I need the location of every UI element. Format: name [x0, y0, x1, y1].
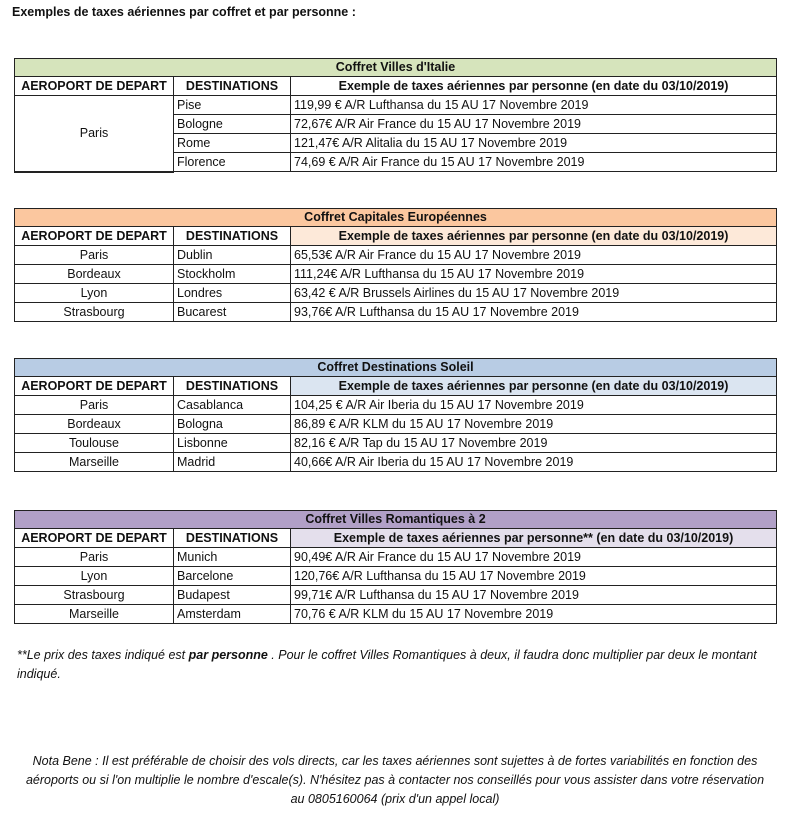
- departure-cell: Marseille: [15, 453, 174, 472]
- header-departure: AEROPORT DE DEPART: [15, 227, 174, 246]
- tax-cell: 93,76€ A/R Lufthansa du 15 AU 17 Novembre 2019: [291, 303, 777, 322]
- footnote-emphasis: par personne: [188, 648, 268, 662]
- destination-cell: Florence: [174, 153, 291, 172]
- destination-cell: Budapest: [174, 586, 291, 605]
- departure-cell: Strasbourg: [15, 303, 174, 322]
- tax-cell: 90,49€ A/R Air France du 15 AU 17 Novembre 2019: [291, 548, 777, 567]
- tax-cell: 121,47€ A/R Alitalia du 15 AU 17 Novembre 2019: [291, 134, 777, 153]
- table-capitales-europeennes: [14, 208, 776, 322]
- destination-cell: Pise: [174, 96, 291, 115]
- destination-cell: Casablanca: [174, 396, 291, 415]
- header-destinations: DESTINATIONS: [174, 377, 291, 396]
- header-tax: Exemple de taxes aériennes par personne (en date du 03/10/2019): [291, 77, 777, 96]
- header-destinations: DESTINATIONS: [174, 227, 291, 246]
- departure-cell: Lyon: [15, 567, 174, 586]
- destination-cell: Amsterdam: [174, 605, 291, 624]
- destination-cell: Madrid: [174, 453, 291, 472]
- table-destinations-soleil: [14, 358, 776, 472]
- header-departure: AEROPORT DE DEPART: [15, 529, 174, 548]
- footnote: [17, 646, 777, 684]
- departure-cell: Strasbourg: [15, 586, 174, 605]
- tax-cell: 82,16 € A/R Tap du 15 AU 17 Novembre 2019: [291, 434, 777, 453]
- tax-cell: 40,66€ A/R Air Iberia du 15 AU 17 Novembre 2019: [291, 453, 777, 472]
- header-tax: Exemple de taxes aériennes par personne (en date du 03/10/2019): [291, 377, 777, 396]
- departure-cell: Toulouse: [15, 434, 174, 453]
- destination-cell: Barcelone: [174, 567, 291, 586]
- destination-cell: Bologna: [174, 415, 291, 434]
- departure-cell: Paris: [15, 548, 174, 567]
- departure-cell: Lyon: [15, 284, 174, 303]
- table-villes-italie: [14, 58, 776, 173]
- table-title: Coffret Villes d'Italie: [15, 59, 777, 77]
- tax-cell: 63,42 € A/R Brussels Airlines du 15 AU 17 Novembre 2019: [291, 284, 777, 303]
- page-title: Exemples de taxes aériennes par coffret et par personne :: [12, 5, 356, 19]
- tax-cell: 70,76 € A/R KLM du 15 AU 17 Novembre 2019: [291, 605, 777, 624]
- destination-cell: Munich: [174, 548, 291, 567]
- footnote-text: **Le prix des taxes indiqué est: [17, 648, 189, 662]
- header-destinations: DESTINATIONS: [174, 77, 291, 96]
- table-villes-romantiques: [14, 510, 776, 624]
- destination-cell: Lisbonne: [174, 434, 291, 453]
- departure-cell: Bordeaux: [15, 265, 174, 284]
- tax-cell: 104,25 € A/R Air Iberia du 15 AU 17 Novembre 2019: [291, 396, 777, 415]
- destination-cell: Dublin: [174, 246, 291, 265]
- departure-cell: Paris: [15, 246, 174, 265]
- tax-cell: 119,99 € A/R Lufthansa du 15 AU 17 Novembre 2019: [291, 96, 777, 115]
- tax-cell: 111,24€ A/R Lufthansa du 15 AU 17 Novembre 2019: [291, 265, 777, 284]
- destination-cell: Bologne: [174, 115, 291, 134]
- header-destinations: DESTINATIONS: [174, 529, 291, 548]
- header-departure: AEROPORT DE DEPART: [15, 77, 174, 96]
- tax-cell: 65,53€ A/R Air France du 15 AU 17 Novembre 2019: [291, 246, 777, 265]
- nota-bene: Nota Bene : Il est préférable de choisir des vols directs, car les taxes aériennes sont sujettes à de fortes variabilités en fonction des aéroports ou si l'on multiplie le nombre d'escale(s). N'hésitez pas à contacter nos conseillés pour vous assister dans votre réservation au 0805160064 (prix d'un appel local): [25, 754, 765, 806]
- tax-cell: 74,69 € A/R Air France du 15 AU 17 Novembre 2019: [291, 153, 777, 172]
- header-tax: Exemple de taxes aériennes par personne** (en date du 03/10/2019): [291, 529, 777, 548]
- tax-cell: 120,76€ A/R Lufthansa du 15 AU 17 Novembre 2019: [291, 567, 777, 586]
- table-title: Coffret Villes Romantiques à 2: [15, 511, 777, 529]
- tax-cell: 86,89 € A/R KLM du 15 AU 17 Novembre 2019: [291, 415, 777, 434]
- destination-cell: Bucarest: [174, 303, 291, 322]
- departure-cell: Paris: [15, 396, 174, 415]
- footnote-text-end: . Pour le coffret Villes Romantiques à deux, il faudra donc multiplier par deux le montant indiqué.: [17, 648, 757, 681]
- table-title: Coffret Destinations Soleil: [15, 359, 777, 377]
- table-title: Coffret Capitales Européennes: [15, 209, 777, 227]
- departure-cell: Bordeaux: [15, 415, 174, 434]
- destination-cell: Stockholm: [174, 265, 291, 284]
- tax-cell: 72,67€ A/R Air France du 15 AU 17 Novembre 2019: [291, 115, 777, 134]
- header-departure: AEROPORT DE DEPART: [15, 377, 174, 396]
- destination-cell: Londres: [174, 284, 291, 303]
- departure-cell: Paris: [15, 96, 174, 172]
- tax-cell: 99,71€ A/R Lufthansa du 15 AU 17 Novembre 2019: [291, 586, 777, 605]
- destination-cell: Rome: [174, 134, 291, 153]
- header-tax: Exemple de taxes aériennes par personne (en date du 03/10/2019): [291, 227, 777, 246]
- departure-cell: Marseille: [15, 605, 174, 624]
